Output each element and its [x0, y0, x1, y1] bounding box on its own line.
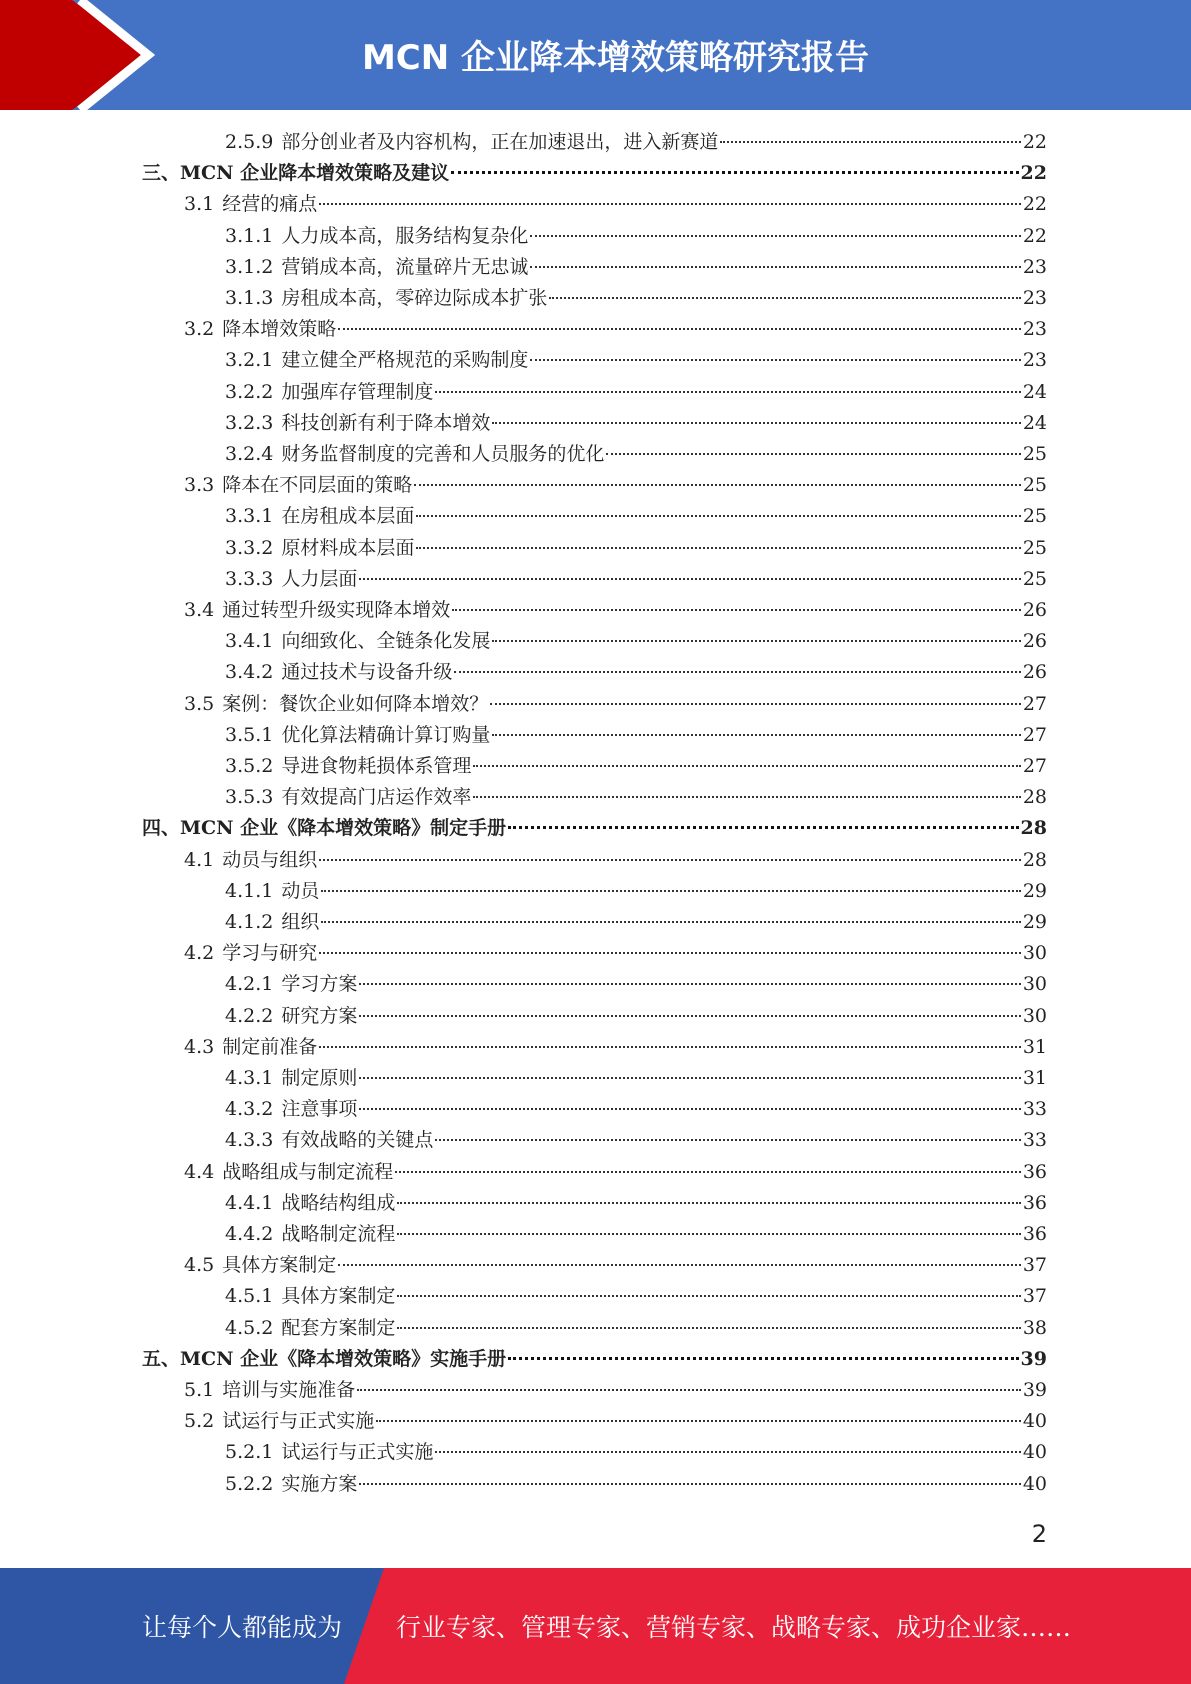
toc-entry-title: 学习方案 — [281, 973, 358, 995]
toc-dot-leader — [416, 547, 1020, 549]
toc-entry[interactable] — [225, 252, 1047, 283]
toc-entry[interactable] — [225, 408, 1047, 439]
toc-entry[interactable] — [225, 1063, 1047, 1094]
toc-entry-title: 原材料成本层面 — [281, 537, 415, 559]
toc-dot-leader — [321, 921, 1020, 923]
toc-entry-number: 4.4.2 — [225, 1223, 274, 1245]
toc-entry-number: 3.5.3 — [225, 786, 274, 808]
toc-entry-title: 战略结构组成 — [281, 1192, 396, 1214]
toc-entry-title: 优化算法精确计算订购量 — [281, 724, 491, 746]
toc-dot-leader — [321, 890, 1020, 892]
toc-entry[interactable] — [225, 1437, 1047, 1468]
toc-dot-leader — [416, 515, 1020, 517]
toc-entry-number: 3.2.2 — [225, 381, 274, 403]
toc-entry-number: 3.2 — [184, 318, 215, 340]
toc-entry-number: 5.2 — [184, 1410, 215, 1432]
toc-entry-title: 学习与研究 — [222, 942, 318, 964]
toc-entry-number: 3.2.1 — [225, 349, 274, 371]
toc-entry-number: 3.5.2 — [225, 755, 274, 777]
toc-entry-number: 3.3.3 — [225, 568, 274, 590]
toc-entry[interactable] — [225, 751, 1047, 782]
toc-entry[interactable] — [184, 189, 1047, 220]
toc-entry[interactable] — [142, 1344, 1047, 1375]
toc-entry-number: 3.1 — [184, 193, 215, 215]
toc-entry[interactable] — [225, 1281, 1047, 1312]
toc-entry-number: 4.3 — [184, 1036, 215, 1058]
toc-entry-title: 人力成本高，服务结构复杂化 — [281, 225, 529, 247]
toc-entry-page: 36 — [1022, 1161, 1047, 1183]
toc-entry-number: 4.5.1 — [225, 1285, 274, 1307]
toc-entry[interactable] — [225, 782, 1047, 813]
toc-entry[interactable] — [184, 470, 1047, 501]
toc-entry-page: 25 — [1022, 505, 1047, 527]
report-title: MCN 企业降本增效策略研究报告 — [361, 38, 870, 78]
toc-dot-leader — [490, 703, 1021, 705]
toc-entry-title: 营销成本高，流量碎片无忠诚 — [281, 256, 529, 278]
toc-entry-page: 22 — [1022, 131, 1047, 153]
toc-entry-title: 在房租成本层面 — [281, 505, 415, 527]
toc-entry-number: 3.2.3 — [225, 412, 274, 434]
toc-entry[interactable] — [225, 377, 1047, 408]
toc-entry-page: 23 — [1022, 349, 1047, 371]
toc-entry-page: 36 — [1022, 1223, 1047, 1245]
toc-entry[interactable] — [225, 969, 1047, 1000]
toc-entry-title: 经营的痛点 — [222, 193, 318, 215]
toc-entry-title: 通过转型升级实现降本增效 — [222, 599, 451, 621]
toc-entry-number: 4.4 — [184, 1161, 215, 1183]
toc-entry-title: 三、MCN 企业降本增效策略及建议 — [142, 162, 450, 184]
toc-entry[interactable] — [225, 720, 1047, 751]
toc-entry[interactable] — [142, 813, 1047, 844]
toc-entry-page: 31 — [1022, 1067, 1047, 1089]
toc-entry[interactable] — [225, 439, 1047, 470]
toc-dot-leader — [338, 328, 1021, 330]
toc-entry-number: 4.1.2 — [225, 911, 274, 933]
toc-dot-leader — [319, 859, 1021, 861]
toc-dot-leader — [357, 1389, 1021, 1391]
toc-entry-title: 配套方案制定 — [281, 1317, 396, 1339]
toc-entry-page: 31 — [1022, 1036, 1047, 1058]
toc-entry-title: 建立健全严格规范的采购制度 — [281, 349, 529, 371]
toc-entry-page: 24 — [1022, 412, 1047, 434]
toc-entry-page: 29 — [1022, 880, 1047, 902]
toc-entry[interactable] — [184, 314, 1047, 345]
footer-slogan-right: 行业专家、管理专家、营销专家、战略专家、成功企业家…… — [396, 1613, 1072, 1642]
toc-dot-leader — [508, 1357, 1018, 1360]
toc-dot-leader — [492, 734, 1020, 736]
toc-entry-title: 五、MCN 企业《降本增效策略》实施手册 — [142, 1348, 507, 1370]
toc-dot-leader — [397, 1295, 1020, 1297]
toc-entry-number: 4.3.1 — [225, 1067, 274, 1089]
toc-entry-number: 4.1.1 — [225, 880, 274, 902]
toc-entry-page: 33 — [1022, 1129, 1047, 1151]
toc-dot-leader — [492, 640, 1020, 642]
toc-entry-number: 3.1.3 — [225, 287, 274, 309]
toc-entry-number: 3.3.2 — [225, 537, 274, 559]
toc-entry-number: 4.2 — [184, 942, 215, 964]
toc-entry-page: 37 — [1022, 1285, 1047, 1307]
toc-dot-leader — [395, 1171, 1021, 1173]
page-header — [0, 0, 1191, 110]
toc-entry-title: 加强库存管理制度 — [281, 381, 434, 403]
toc-entry-page: 26 — [1022, 599, 1047, 621]
toc-entry-page: 25 — [1022, 568, 1047, 590]
toc-entry[interactable] — [225, 127, 1047, 158]
toc-entry-title: 降本增效策略 — [222, 318, 337, 340]
toc-entry-title: 房租成本高，零碎边际成本扩张 — [281, 287, 548, 309]
toc-entry-title: 向细致化、全链条化发展 — [281, 630, 491, 652]
toc-entry-number: 3.4.1 — [225, 630, 274, 652]
toc-entry-page: 28 — [1022, 849, 1047, 871]
toc-entry-page: 23 — [1022, 318, 1047, 340]
toc-entry[interactable] — [225, 1001, 1047, 1032]
toc-dot-leader — [376, 1420, 1021, 1422]
toc-entry-page: 27 — [1022, 724, 1047, 746]
toc-entry-title: 组织 — [281, 911, 320, 933]
toc-dot-leader — [359, 1077, 1020, 1079]
toc-entry-page: 33 — [1022, 1098, 1047, 1120]
toc-dot-leader — [435, 1451, 1020, 1453]
toc-entry-page: 22 — [1022, 225, 1047, 247]
toc-dot-leader — [473, 796, 1020, 798]
toc-entry[interactable] — [225, 626, 1047, 657]
toc-entry-title: 注意事项 — [281, 1098, 358, 1120]
toc-entry[interactable] — [184, 1406, 1047, 1437]
toc-dot-leader — [606, 453, 1020, 455]
toc-dot-leader — [338, 1264, 1021, 1266]
toc-entry-number: 4.1 — [184, 849, 215, 871]
toc-entry-page: 30 — [1022, 973, 1047, 995]
toc-entry[interactable] — [184, 595, 1047, 626]
toc-dot-leader — [397, 1233, 1020, 1235]
toc-dot-leader — [530, 235, 1020, 237]
toc-entry-title: 试运行与正式实施 — [222, 1410, 375, 1432]
toc-dot-leader — [530, 266, 1020, 268]
toc-dot-leader — [319, 952, 1021, 954]
toc-entry[interactable] — [225, 1188, 1047, 1219]
toc-entry-page: 28 — [1022, 786, 1047, 808]
toc-dot-leader — [435, 391, 1020, 393]
toc-entry-title: 实施方案 — [281, 1473, 358, 1495]
toc-dot-leader — [359, 1015, 1020, 1017]
toc-entry[interactable] — [225, 657, 1047, 688]
toc-entry-title: 财务监督制度的完善和人员服务的优化 — [281, 443, 605, 465]
toc-dot-leader — [359, 983, 1020, 985]
toc-entry-page: 36 — [1022, 1192, 1047, 1214]
toc-entry-title: 具体方案制定 — [281, 1285, 396, 1307]
toc-entry[interactable] — [225, 221, 1047, 252]
toc-entry-page: 25 — [1022, 443, 1047, 465]
toc-entry[interactable] — [225, 1469, 1047, 1500]
toc-entry-title: 战略组成与制定流程 — [222, 1161, 394, 1183]
toc-entry[interactable] — [225, 564, 1047, 595]
toc-dot-leader — [530, 359, 1020, 361]
toc-entry[interactable] — [184, 1375, 1047, 1406]
toc-entry-title: 培训与实施准备 — [222, 1379, 356, 1401]
toc-entry-title: 战略制定流程 — [281, 1223, 396, 1245]
toc-entry-number: 2.5.9 — [225, 131, 274, 153]
toc-entry[interactable] — [225, 345, 1047, 376]
toc-entry-page: 27 — [1022, 693, 1047, 715]
toc-entry-title: 具体方案制定 — [222, 1254, 337, 1276]
page-number: 2 — [1031, 1520, 1047, 1548]
toc-entry-title: 四、MCN 企业《降本增效策略》制定手册 — [142, 817, 507, 839]
toc-entry[interactable] — [225, 1125, 1047, 1156]
toc-entry-title: 动员 — [281, 880, 320, 902]
toc-entry-number: 3.3 — [184, 474, 215, 496]
toc-entry[interactable] — [225, 1094, 1047, 1125]
toc-entry-page: 29 — [1022, 911, 1047, 933]
toc-entry-title: 部分创业者及内容机构，正在加速退出，进入新赛道 — [281, 131, 719, 153]
toc-entry-number: 4.3.2 — [225, 1098, 274, 1120]
toc-entry[interactable] — [184, 1032, 1047, 1063]
toc-dot-leader — [454, 671, 1020, 673]
toc-entry-page: 26 — [1022, 630, 1047, 652]
toc-entry[interactable] — [225, 533, 1047, 564]
toc-entry-page: 39 — [1022, 1379, 1047, 1401]
toc-entry[interactable] — [225, 907, 1047, 938]
toc-entry-number: 4.2.2 — [225, 1005, 274, 1027]
toc-entry-page: 23 — [1022, 287, 1047, 309]
toc-dot-leader — [319, 1046, 1021, 1048]
toc-dot-leader — [359, 1108, 1020, 1110]
toc-entry-page: 37 — [1022, 1254, 1047, 1276]
toc-entry-number: 5.2.2 — [225, 1473, 274, 1495]
toc-dot-leader — [451, 171, 1018, 174]
toc-dot-leader — [397, 1327, 1020, 1329]
toc-entry-number: 3.1.2 — [225, 256, 274, 278]
toc-entry-page: 26 — [1022, 661, 1047, 683]
toc-dot-leader — [435, 1139, 1020, 1141]
toc-entry-number: 4.5.2 — [225, 1317, 274, 1339]
toc-entry-page: 39 — [1020, 1348, 1047, 1370]
toc-entry[interactable] — [184, 1157, 1047, 1188]
toc-entry-number: 3.5.1 — [225, 724, 274, 746]
toc-dot-leader — [397, 1202, 1020, 1204]
toc-entry-title: 制定原则 — [281, 1067, 358, 1089]
toc-entry[interactable] — [225, 1219, 1047, 1250]
toc-dot-leader — [549, 297, 1020, 299]
toc-entry-page: 27 — [1022, 755, 1047, 777]
toc-entry-number: 3.5 — [184, 693, 215, 715]
toc-entry-page: 24 — [1022, 381, 1047, 403]
toc-entry-number: 3.4 — [184, 599, 215, 621]
toc-dot-leader — [359, 578, 1020, 580]
toc-entry-page: 30 — [1022, 1005, 1047, 1027]
toc-entry-title: 研究方案 — [281, 1005, 358, 1027]
toc-entry-title: 人力层面 — [281, 568, 358, 590]
toc-entry-number: 4.2.1 — [225, 973, 274, 995]
toc-entry-page: 23 — [1022, 256, 1047, 278]
toc-entry-page: 22 — [1020, 162, 1047, 184]
toc-dot-leader — [452, 609, 1021, 611]
toc-entry[interactable] — [184, 845, 1047, 876]
toc-entry-title: 科技创新有利于降本增效 — [281, 412, 491, 434]
toc-dot-leader — [720, 141, 1020, 143]
toc-entry[interactable] — [225, 283, 1047, 314]
page-footer — [0, 1568, 1191, 1684]
toc-entry-title: 导进食物耗损体系管理 — [281, 755, 472, 777]
toc-entry[interactable] — [184, 938, 1047, 969]
toc-dot-leader — [508, 826, 1018, 829]
footer-slogan-left: 让每个人都能成为 — [142, 1613, 343, 1642]
toc-entry-page: 38 — [1022, 1317, 1047, 1339]
toc-entry[interactable] — [142, 158, 1047, 189]
toc-entry[interactable] — [184, 1250, 1047, 1281]
toc-entry-page: 40 — [1022, 1473, 1047, 1495]
toc-entry-title: 有效战略的关键点 — [281, 1129, 434, 1151]
toc-entry-title: 试运行与正式实施 — [281, 1441, 434, 1463]
toc-entry-number: 5.2.1 — [225, 1441, 274, 1463]
toc-entry-title: 动员与组织 — [222, 849, 318, 871]
toc-dot-leader — [359, 1483, 1020, 1485]
toc-entry-title: 有效提高门店运作效率 — [281, 786, 472, 808]
toc-entry-page: 25 — [1022, 537, 1047, 559]
toc-entry-number: 4.5 — [184, 1254, 215, 1276]
toc-entry[interactable] — [225, 1313, 1047, 1344]
toc-entry-page: 28 — [1020, 817, 1047, 839]
toc-dot-leader — [414, 484, 1021, 486]
toc-entry[interactable] — [225, 501, 1047, 532]
toc-entry-page: 40 — [1022, 1441, 1047, 1463]
toc-dot-leader — [319, 203, 1021, 205]
toc-entry-number: 3.2.4 — [225, 443, 274, 465]
toc-entry-number: 4.3.3 — [225, 1129, 274, 1151]
toc-entry[interactable] — [225, 876, 1047, 907]
toc-entry[interactable] — [184, 689, 1047, 720]
toc-entry-page: 25 — [1022, 474, 1047, 496]
toc-dot-leader — [473, 765, 1020, 767]
toc-entry-number: 3.1.1 — [225, 225, 274, 247]
toc-entry-number: 5.1 — [184, 1379, 215, 1401]
toc-entry-title: 通过技术与设备升级 — [281, 661, 453, 683]
toc-entry-page: 30 — [1022, 942, 1047, 964]
toc-entry-number: 3.3.1 — [225, 505, 274, 527]
toc-entry-number: 4.4.1 — [225, 1192, 274, 1214]
toc-entry-number: 3.4.2 — [225, 661, 274, 683]
toc-entry-page: 40 — [1022, 1410, 1047, 1432]
toc-entry-title: 降本在不同层面的策略 — [222, 474, 413, 496]
toc-entry-title: 案例：餐饮企业如何降本增效？ — [222, 693, 489, 715]
toc-entry-title: 制定前准备 — [222, 1036, 318, 1058]
toc-dot-leader — [492, 422, 1020, 424]
toc-entry-page: 22 — [1022, 193, 1047, 215]
